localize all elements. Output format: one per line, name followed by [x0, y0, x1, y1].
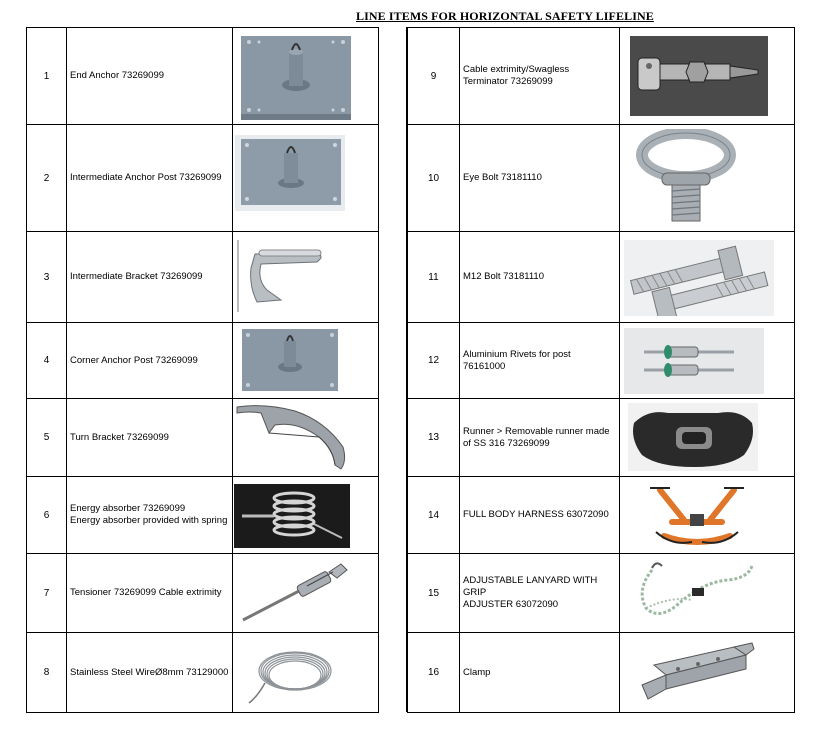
item-image-cell	[233, 477, 379, 554]
item-image-cell	[233, 554, 379, 633]
corner-anchor-image	[240, 327, 340, 393]
item-image-cell	[620, 399, 795, 477]
m12-bolts-image	[624, 240, 774, 316]
item-number: 10	[408, 125, 460, 232]
steel-wire-image	[243, 641, 339, 707]
column-divider	[378, 27, 407, 712]
item-description-line1: Cable extrimity/Swagless	[463, 64, 570, 75]
item-number: 7	[27, 554, 67, 633]
table-row	[408, 633, 795, 713]
item-description	[460, 28, 620, 125]
item-number: 9	[408, 28, 460, 125]
item-number: 16	[408, 633, 460, 713]
table-row	[408, 399, 795, 477]
item-number: 2	[27, 125, 67, 232]
item-description	[460, 399, 620, 477]
item-number: 12	[408, 323, 460, 399]
item-description: Clamp	[460, 633, 620, 713]
item-number: 8	[27, 633, 67, 713]
item-image-cell	[620, 477, 795, 554]
table-row	[408, 232, 795, 323]
item-description-line1: Aluminium Rivets for post	[463, 348, 571, 360]
rivets-image	[624, 328, 764, 394]
swagless-terminator-image	[630, 36, 768, 116]
item-description-line1: ADJUSTABLE LANYARD WITH GRIP	[463, 575, 598, 598]
item-description: Intermediate Bracket 73269099	[67, 232, 233, 323]
item-description: Turn Bracket 73269099	[67, 399, 233, 477]
clamp-image	[634, 641, 758, 707]
item-image-cell	[233, 633, 379, 713]
item-description: Tensioner 73269099 Cable extrimity	[67, 554, 233, 633]
item-description	[460, 323, 620, 399]
item-description: End Anchor 73269099	[67, 28, 233, 125]
table-row	[27, 633, 379, 713]
runner-image	[628, 403, 758, 471]
item-description-line2: ADJUSTER 63072090	[463, 599, 559, 610]
harness-image	[642, 482, 752, 552]
table-row	[408, 323, 795, 399]
table-row	[408, 125, 795, 232]
item-description: Stainless Steel WireØ8mm 73129000	[67, 633, 233, 713]
item-number: 3	[27, 232, 67, 323]
item-number: 13	[408, 399, 460, 477]
energy-absorber-image	[234, 484, 350, 548]
table-row	[408, 554, 795, 633]
item-image-cell	[233, 125, 379, 232]
item-description: Intermediate Anchor Post 73269099	[67, 125, 233, 232]
item-image-cell	[233, 232, 379, 323]
table-row	[27, 232, 379, 323]
item-number: 5	[27, 399, 67, 477]
right-items-table	[407, 27, 795, 713]
item-description-line1: Energy absorber 73269099	[70, 503, 186, 514]
item-image-cell	[233, 28, 379, 125]
lanyard-image	[632, 560, 762, 626]
item-image-cell	[620, 633, 795, 713]
item-description-line2: of SS 316 73269099	[463, 437, 550, 449]
item-image-cell	[620, 28, 795, 125]
item-description-line1: Runner > Removable runner made	[463, 425, 610, 437]
item-description: Corner Anchor Post 73269099	[67, 323, 233, 399]
item-description: FULL BODY HARNESS 63072090	[460, 477, 620, 554]
table-row	[27, 477, 379, 554]
table-row	[27, 399, 379, 477]
table-row	[27, 125, 379, 232]
item-description-line2: Terminator 73269099	[463, 76, 553, 87]
item-number: 15	[408, 554, 460, 633]
item-number: 4	[27, 323, 67, 399]
item-number: 1	[27, 28, 67, 125]
item-image-cell	[620, 232, 795, 323]
item-description: Eye Bolt 73181110	[460, 125, 620, 232]
item-description-line2: 76161000	[463, 360, 506, 372]
table-row	[408, 477, 795, 554]
table-row	[27, 28, 379, 125]
item-image-cell	[233, 323, 379, 399]
item-description	[460, 554, 620, 633]
item-description-line2: Energy absorber provided with spring	[70, 515, 228, 526]
left-items-table	[26, 27, 379, 713]
intermediate-anchor-image	[235, 135, 345, 211]
eye-bolt-image	[630, 129, 740, 225]
intermediate-bracket-image	[237, 240, 327, 312]
turn-bracket-image	[235, 403, 355, 473]
item-number: 14	[408, 477, 460, 554]
item-description	[67, 477, 233, 554]
page-title: LINE ITEMS FOR HORIZONTAL SAFETY LIFELINE	[356, 9, 654, 23]
table-row	[27, 323, 379, 399]
item-image-cell	[620, 554, 795, 633]
item-number: 6	[27, 477, 67, 554]
table-row	[27, 554, 379, 633]
item-number: 11	[408, 232, 460, 323]
item-image-cell	[620, 323, 795, 399]
item-image-cell	[233, 399, 379, 477]
item-image-cell	[620, 125, 795, 232]
end-anchor-image	[239, 30, 353, 122]
tensioner-image	[241, 562, 353, 624]
table-row	[408, 28, 795, 125]
item-description: M12 Bolt 73181110	[460, 232, 620, 323]
